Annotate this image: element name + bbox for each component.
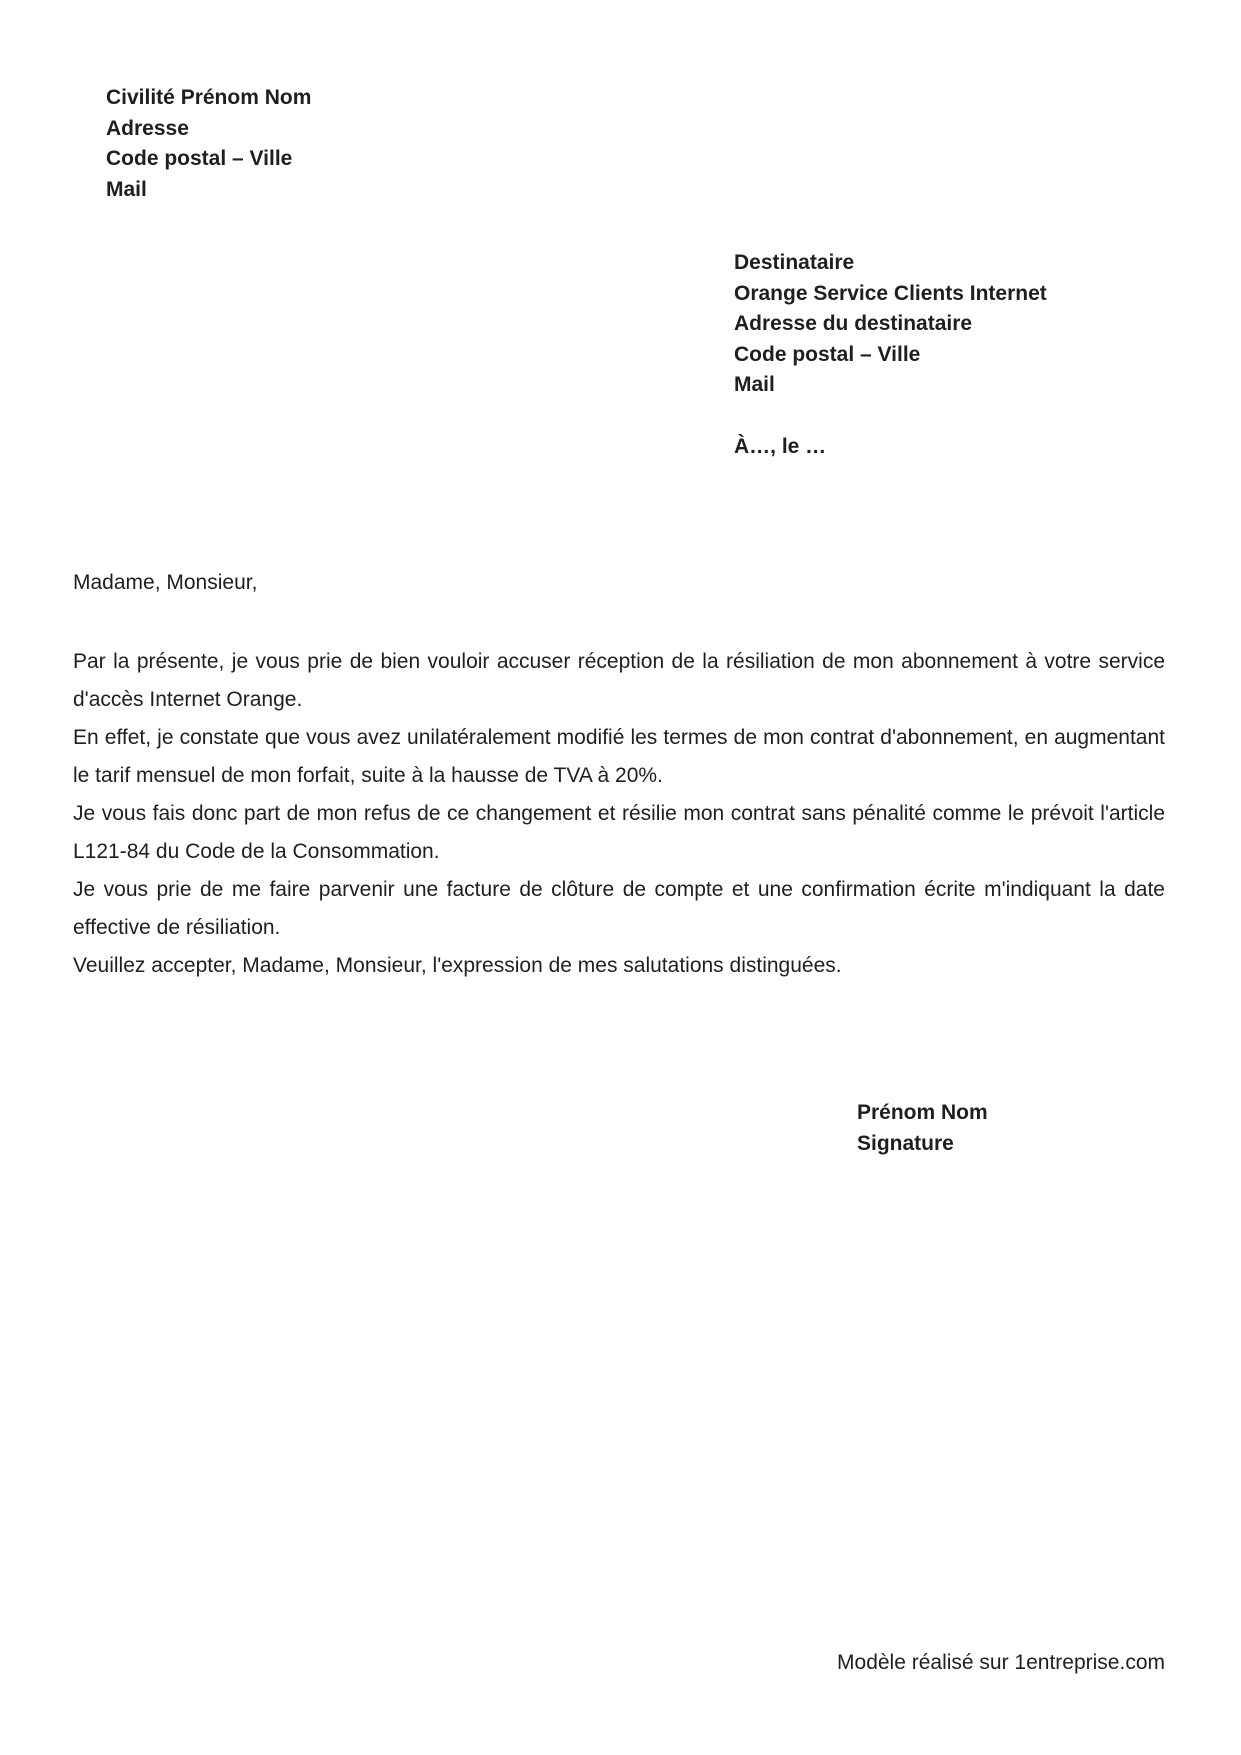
body-paragraph: Par la présente, je vous prie de bien vouloir accuser réception de la résiliation de mon abonnement à votre service d'accès Internet Orange. [73, 650, 1165, 711]
body-paragraph: Je vous prie de me faire parvenir une facture de clôture de compte et une confirmation écrite m'indiquant la date effective de résiliation. [73, 878, 1165, 939]
salutation: Madame, Monsieur, [73, 571, 258, 594]
footer-credit: Modèle réalisé sur 1entreprise.com [837, 1651, 1165, 1674]
sender-block [106, 83, 311, 205]
sender-address: Adresse [106, 116, 189, 140]
signature-name: Prénom Nom [857, 1101, 988, 1124]
recipient-block [734, 248, 1047, 401]
signature-label: Signature [857, 1131, 954, 1155]
recipient-company: Orange Service Clients Internet [734, 281, 1047, 305]
date-line: À…, le … [734, 435, 827, 458]
letter-body [73, 643, 1165, 985]
recipient-postal-city: Code postal – Ville [734, 342, 921, 366]
signature-block [857, 1098, 988, 1159]
body-paragraph: En effet, je constate que vous avez unilatéralement modifié les termes de mon contrat d'abonnement, en augmentant le tarif mensuel de mon forfait, suite à la hausse de TVA à 20%. [73, 726, 1165, 787]
recipient-address: Adresse du destinataire [734, 312, 973, 335]
sender-mail: Mail [106, 177, 147, 201]
body-paragraph: Veuillez accepter, Madame, Monsieur, l'expression de mes salutations distinguées. [73, 954, 842, 977]
sender-name: Civilité Prénom Nom [106, 86, 312, 109]
recipient-mail: Mail [734, 373, 775, 396]
body-paragraph: Je vous fais donc part de mon refus de ce changement et résilie mon contrat sans pénalité comme le prévoit l'article L121-84 du Code de la Consommation. [73, 802, 1165, 863]
sender-postal-city: Code postal – Ville [106, 147, 293, 170]
recipient-label: Destinataire [734, 251, 855, 274]
